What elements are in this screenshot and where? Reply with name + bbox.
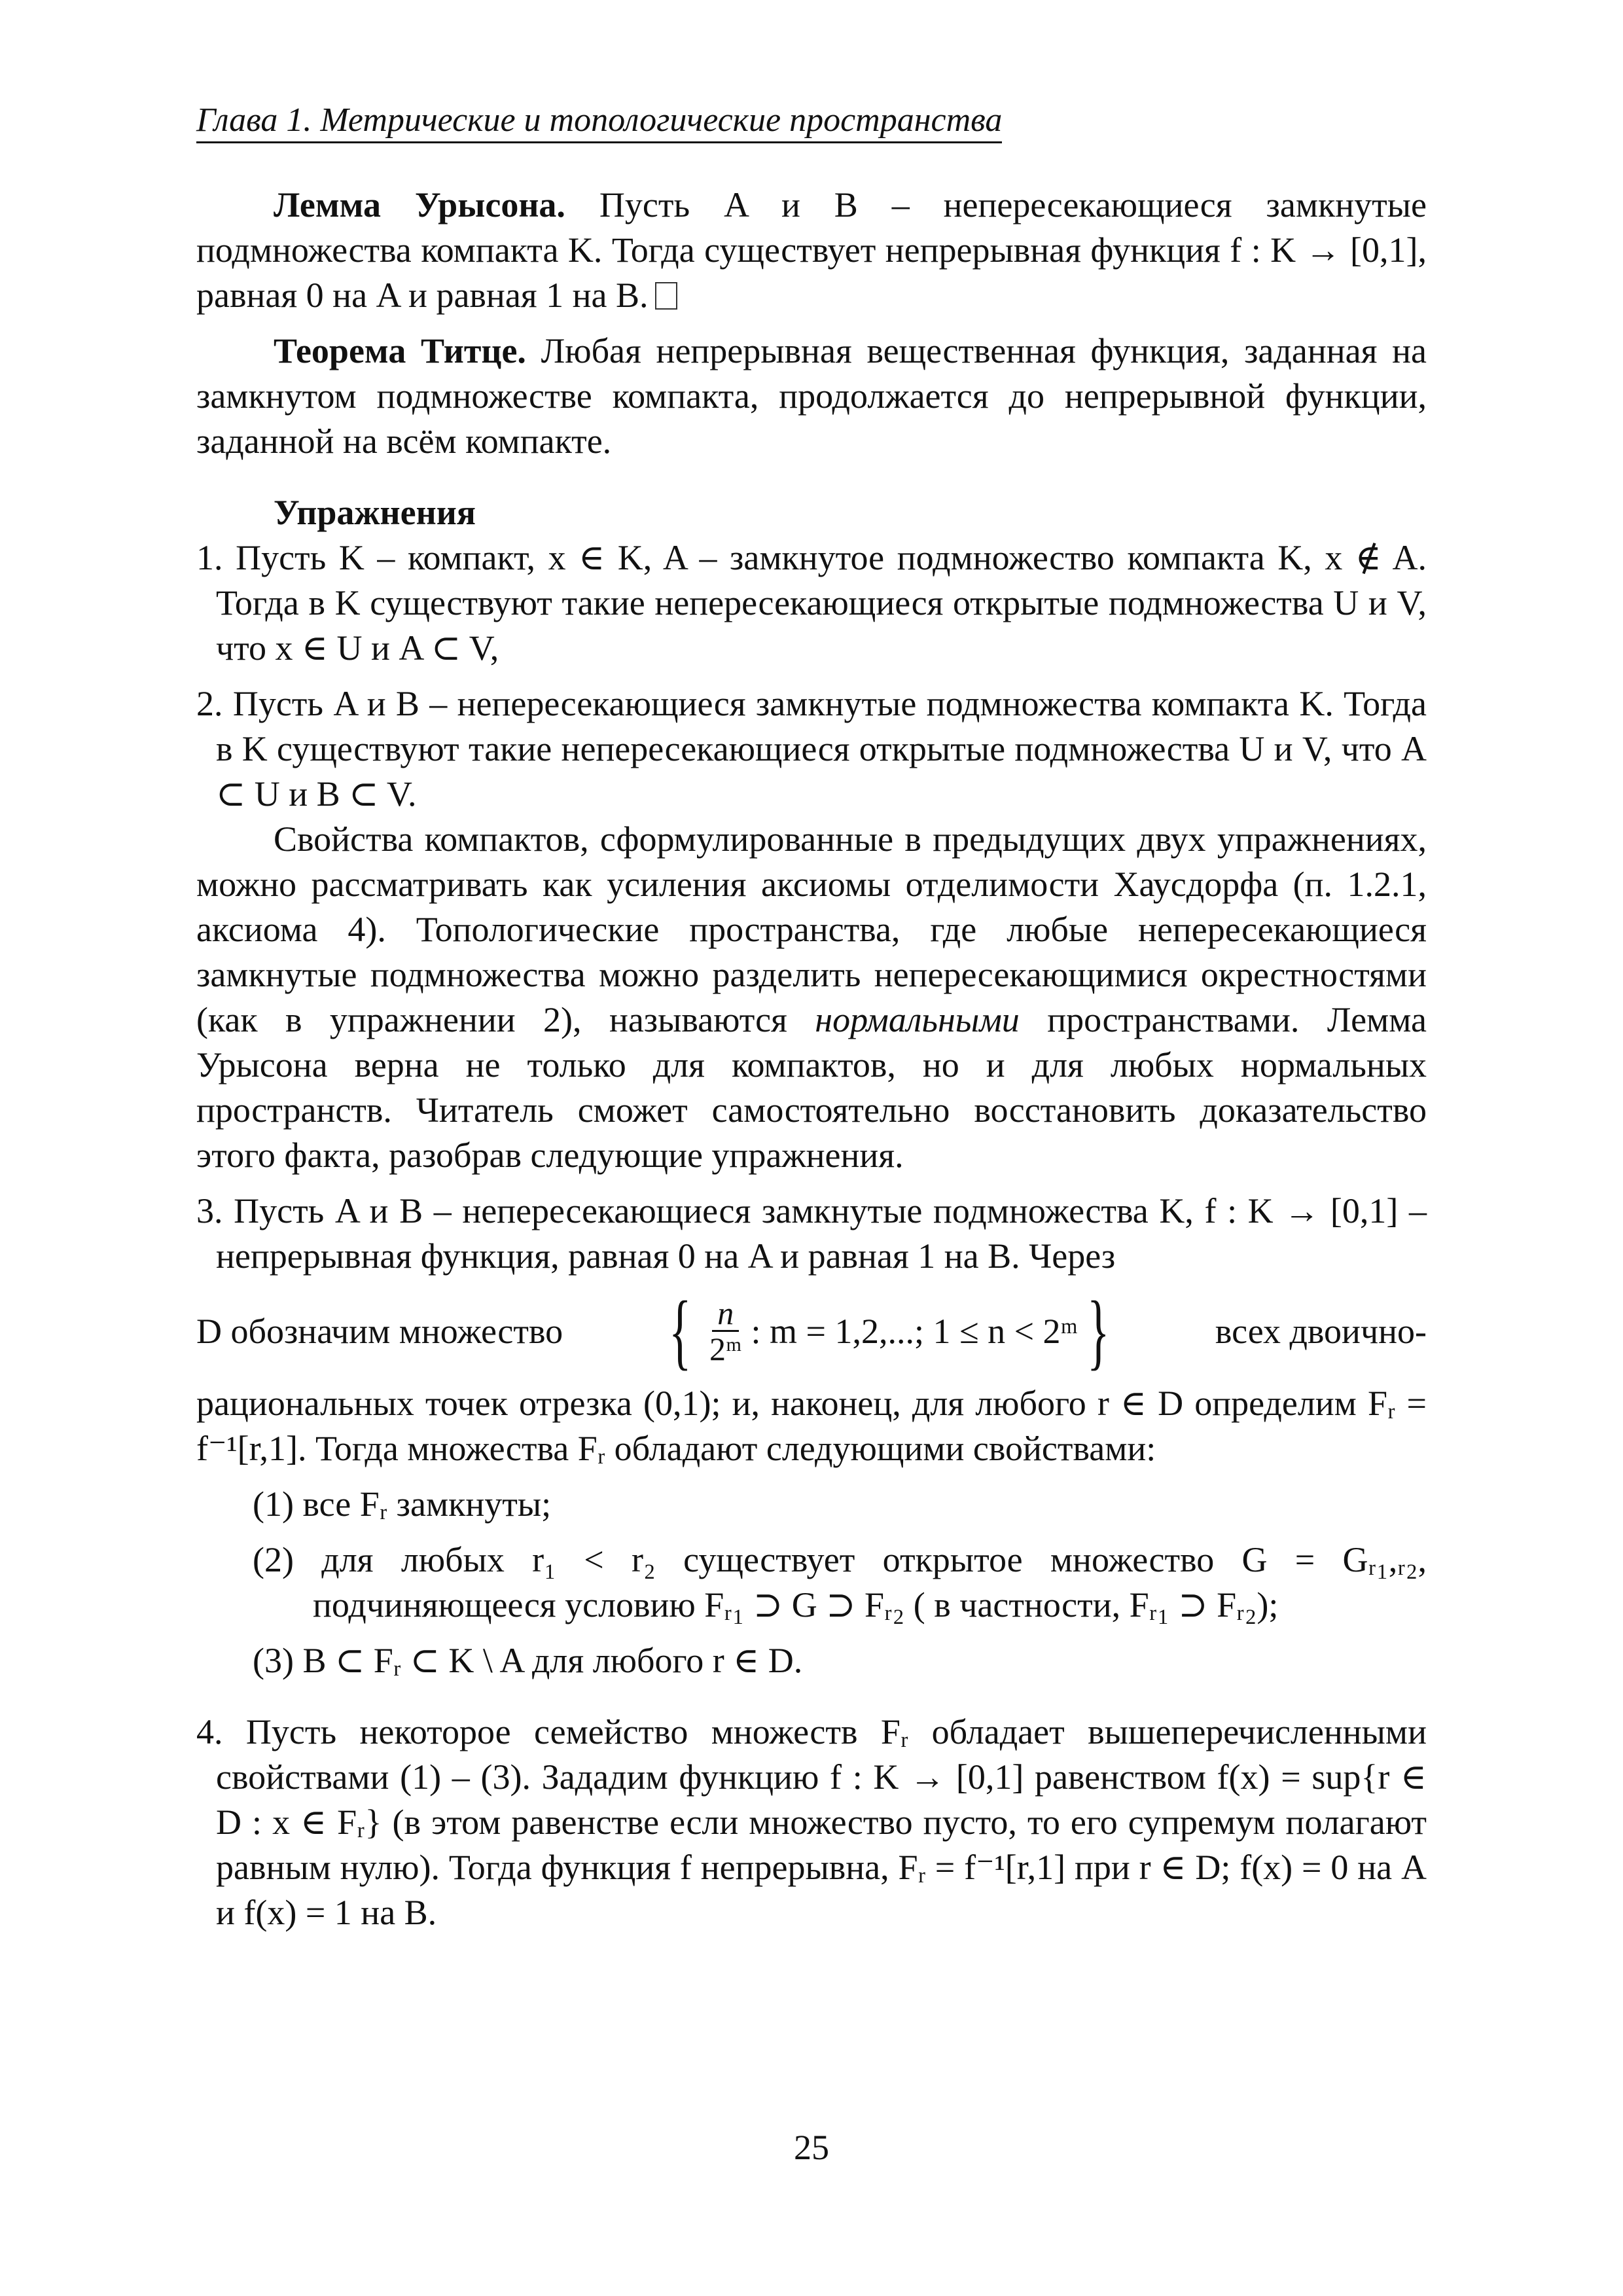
dyadic-set	[660, 1283, 1119, 1378]
urysohn-title: Лемма Урысона.	[274, 185, 565, 224]
remark-term: нормальными	[815, 999, 1020, 1039]
property-2: (2) для любых r₁ < r₂ существует открытое множество G = Gᵣ₁,ᵣ₂, подчиняющееся условию Fᵣ₁ ⊃ G ⊃ Fᵣ₂ ( в частности, Fᵣ₁ ⊃ Fᵣ₂);	[253, 1539, 1427, 1624]
exercise-3-continuation: рациональных точек отрезка (0,1); и, наконец, для любого r ∈ D определим Fᵣ = f⁻¹[r,1]. Тогда множества Fᵣ обладают следующими свойствами:	[196, 1383, 1427, 1468]
remark-after: пространствами. Лемма Урысона верна не только для компактов, но и для любых нормальных пространств. Читатель сможет самостоятельно восстановить доказательство этого факта, разобрав следующие упражнения.	[196, 999, 1427, 1175]
chapter-header: Глава 1. Метрические и топологические пространства	[196, 101, 1002, 143]
left-brace: {	[668, 1283, 691, 1378]
normal-spaces-remark	[196, 817, 1427, 1178]
page-number: 25	[794, 2128, 829, 2167]
exercise-1: 1. Пусть K – компакт, x ∈ K, A – замкнутое подмножество компакта K, x ∉ A. Тогда в K существуют такие непересекающиеся открытые подмножества U и V, что x ∈ U и A ⊂ V,	[196, 537, 1427, 668]
exercise-2: 2. Пусть A и B – непересекающиеся замкнутые подмножества компакта K. Тогда в K существуют такие непересекающиеся открытые подмножества U и V, что A ⊂ U и B ⊂ V.	[196, 683, 1427, 814]
set-prefix: D обозначим множество	[196, 1311, 563, 1351]
tietze-theorem	[196, 329, 1427, 464]
dyadic-set-row	[196, 1285, 1427, 1377]
fraction-denominator: 2ᵐ	[709, 1331, 742, 1368]
remark-before: Свойства компактов, сформулированные в предыдущих двух упражнениях, можно рассматривать как усиления аксиомы отделимости Хаусдорфа (п. 1.2.1, аксиома 4). Топологические пространства, где любые непересекающиеся замкнутые подмножества можно разделить непересекающимися окрестностями (как в упражнении 2), называются	[196, 819, 1427, 1039]
set-fraction	[704, 1296, 747, 1367]
property-1: (1) все Fᵣ замкнуты;	[253, 1484, 552, 1524]
tietze-title: Теорема Титце.	[274, 331, 526, 370]
tietze-text: Любая непрерывная вещественная функция, заданная на замкнутом подмножестве компакта, продолжается до непрерывной функции, заданной на всём компакте.	[196, 331, 1427, 461]
exercises-heading: Упражнения	[274, 492, 476, 532]
urysohn-text: Пусть A и B – непересекающиеся замкнутые подмножества компакта K. Тогда существует непрерывная функция f : K → [0,1], равная 0 на A и равная 1 на B.	[196, 185, 1427, 315]
exercise-3-intro: 3. Пусть A и B – непересекающиеся замкнутые подмножества K, f : K → [0,1] – непрерывная функция, равная 0 на A и равная 1 на B. Через	[196, 1191, 1427, 1276]
end-of-proof-icon	[655, 282, 677, 310]
property-3: (3) B ⊂ Fᵣ ⊂ K \ A для любого r ∈ D.	[253, 1640, 803, 1680]
exercise-4: 4. Пусть некоторое семейство множеств Fᵣ обладает вышеперечисленными свойствами (1) – (3). Зададим функцию f : K → [0,1] равенством f(x) = sup{r ∈ D : x ∈ Fᵣ} (в этом равенстве если множество пусто, то его супремум полагают равным нулю). Тогда функция f непрерывна, Fᵣ = f⁻¹[r,1] при r ∈ D; f(x) = 0 на A и f(x) = 1 на B.	[196, 1712, 1427, 1932]
urysohn-lemma	[196, 183, 1427, 318]
set-suffix: всех двоично-	[1215, 1311, 1427, 1351]
right-brace: }	[1086, 1283, 1110, 1378]
set-condition: : m = 1,2,...; 1 ≤ n < 2ᵐ	[751, 1311, 1078, 1351]
fraction-numerator: n	[712, 1296, 739, 1333]
